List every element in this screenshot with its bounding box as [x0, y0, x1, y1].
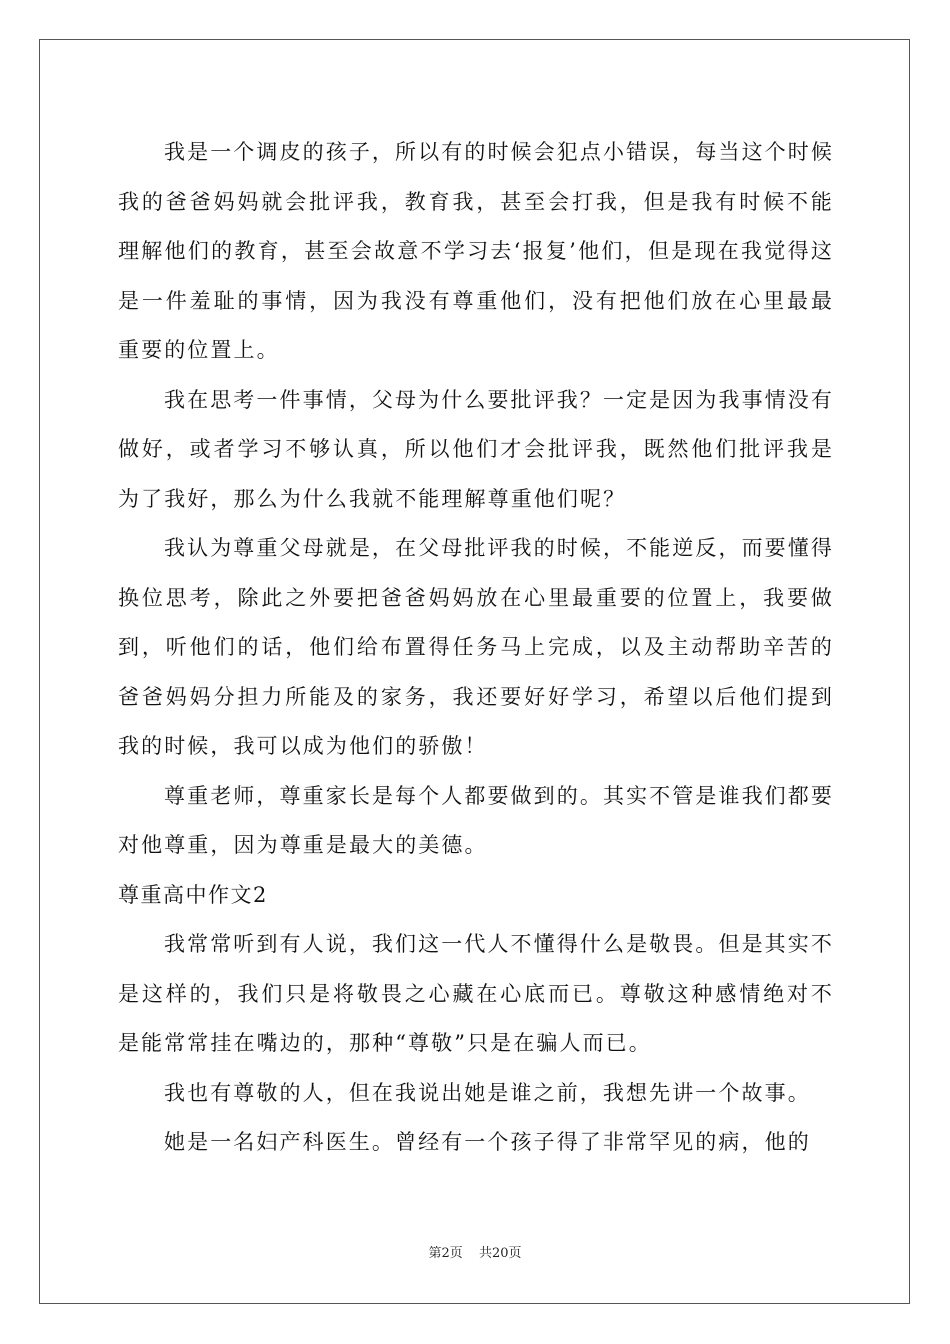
page-number: 第2页	[428, 1246, 463, 1261]
paragraph-5: 我常常听到有人说，我们这一代人不懂得什么是敬畏。但是其实不是这样的，我们只是将敬畏之心藏在心底而已。尊敬这种感情绝对不是能常常挂在嘴边的，那种“尊敬”只是在骗人而已。	[118, 932, 834, 1055]
page-total: 共20页	[478, 1246, 522, 1261]
paragraph-4: 尊重老师，尊重家长是每个人都要做到的。其实不管是谁我们都要对他尊重，因为尊重是最大的美德。	[118, 783, 834, 857]
paragraph-6: 我也有尊敬的人，但在我说出她是谁之前，我想先讲一个故事。	[164, 1080, 811, 1105]
section-heading: 尊重高中作文2	[118, 882, 268, 907]
page-footer	[0, 1245, 950, 1263]
paragraph-2: 我在思考一件事情，父母为什么要批评我？一定是因为我事情没有做好，或者学习不够认真，所以他们才会批评我，既然他们批评我是为了我好，那么为什么我就不能理解尊重他们呢？	[118, 387, 834, 511]
paragraph-7: 她是一名妇产科医生。曾经有一个孩子得了非常罕见的病，他的	[164, 1130, 811, 1154]
paragraph-1: 我是一个调皮的孩子，所以有的时候会犯点小错误，每当这个时候我的爸爸妈妈就会批评我，教育我，甚至会打我，但是我有时候不能理解他们的教育，甚至会故意不学习去‘报复’他们，但是现在我觉得这是一件羞耻的事情，因为我没有尊重他们，没有把他们放在心里最最重要的位置上。	[118, 140, 834, 362]
paragraph-3: 我认为尊重父母就是，在父母批评我的时候，不能逆反，而要懂得换位思考，除此之外要把爸爸妈妈放在心里最重要的位置上，我要做到，听他们的话，他们给布置得任务马上完成，以及主动帮助辛苦的爸爸妈妈分担力所能及的家务，我还要好好学习，希望以后他们提到我的时候，我可以成为他们的骄傲！	[118, 536, 834, 758]
document-body	[118, 128, 834, 1168]
